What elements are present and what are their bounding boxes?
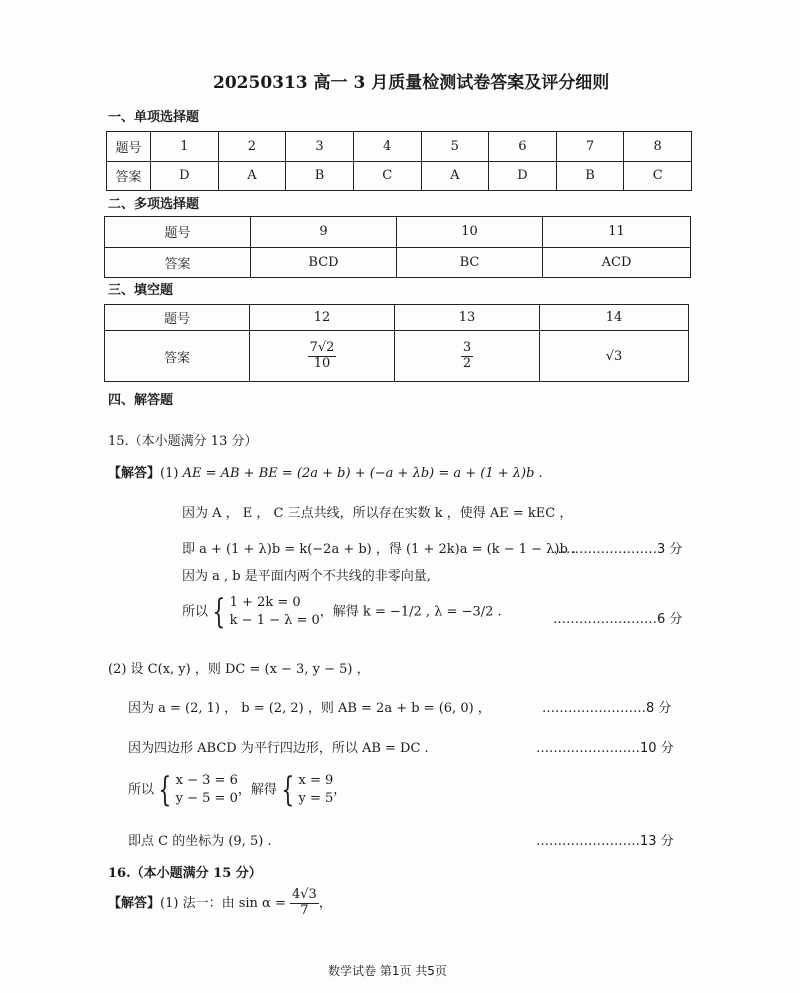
q15-equation-line: 即 a + (1 + λ)b = k(−2a + b) ，得 (1 + 2k)a = (k − 1 − λ)b . (182, 542, 577, 557)
table-row (107, 161, 692, 191)
answer-cell: ACD (543, 247, 691, 278)
answer-cell: D (151, 161, 219, 191)
score-marker: ……………………8 分 (542, 701, 672, 716)
equation-system: x = 9 y = 5 (298, 773, 334, 806)
section-heading-single-choice: 一、单项选择题 (108, 110, 200, 125)
brace-icon: { (281, 770, 295, 810)
answer-cell: B (286, 161, 354, 191)
question-number: 7 (556, 132, 624, 162)
question-16-header: 16.（本小题满分 15 分） (108, 866, 262, 881)
question-number: 13 (395, 305, 540, 331)
question-number: 3 (286, 132, 354, 162)
question-number: 10 (397, 217, 543, 248)
answer-cell: A (218, 161, 286, 191)
q15-parallelogram-line: 因为四边形 ABCD 为平行四边形，所以 AB = DC . (128, 741, 429, 756)
table-row (105, 331, 689, 382)
section-heading-fill-blank: 三、填空题 (108, 283, 174, 298)
section-heading-multi-choice: 二、多项选择题 (108, 197, 200, 212)
q15-conclusion-line: 即点 C 的坐标为 (9, 5) . (128, 834, 272, 849)
table-row (107, 132, 692, 162)
page-title: 20250313 高一 3 月质量检测试卷答案及评分细则 (213, 73, 610, 93)
row-label: 答案 (105, 247, 251, 278)
question-number: 5 (421, 132, 489, 162)
question-number: 6 (489, 132, 557, 162)
table-row (105, 305, 689, 331)
fraction: $\frac{7√2}{10}$ (309, 339, 335, 371)
q15-solve-line: 所以 { x − 3 = 6 y − 5 = 0 ，解得 { x = 9 y = 5 ， (128, 770, 347, 810)
answer-cell: C (624, 161, 692, 191)
row-label: 答案 (107, 161, 151, 191)
q15-system-line: 所以 { 1 + 2k = 0 k − 1 − λ = 0 ，解得 k = −1/2 , λ = −3/2 . (182, 592, 502, 632)
page-footer: 数学试卷 第1页 共5页 (328, 964, 447, 978)
score-marker: ……………………3 分 (553, 542, 683, 557)
table-row (105, 217, 691, 248)
answer-cell: √3 (540, 331, 689, 382)
single-choice-table (106, 131, 692, 191)
answer-tag: 【解答】 (108, 466, 161, 481)
part-label: (1) (160, 466, 179, 481)
table-row (105, 247, 691, 278)
brace-icon: { (158, 770, 172, 810)
question-number: 8 (624, 132, 692, 162)
answer-tag: 【解答】 (108, 895, 161, 911)
score-marker: ……………………6 分 (553, 612, 683, 627)
answer-cell: BC (397, 247, 543, 278)
fill-blank-table (104, 304, 689, 382)
multi-choice-table (104, 216, 691, 278)
q15-vector-line: 因为 a = (2, 1) ， b = (2, 2) ，则 AB = 2a + b = (6, 0) ， (128, 701, 491, 716)
question-number: 4 (353, 132, 421, 162)
q15-part2-line: (2) 设 C(x, y) ，则 DC = (x − 3, y − 5) ， (108, 662, 370, 677)
equation-system: 1 + 2k = 0 k − 1 − λ = 0 (229, 595, 320, 628)
row-label: 题号 (105, 217, 251, 248)
question-number: 2 (218, 132, 286, 162)
answer-cell: A (421, 161, 489, 191)
score-marker: ……………………10 分 (536, 741, 674, 756)
row-label: 题号 (107, 132, 151, 162)
row-label: 题号 (105, 305, 250, 331)
answer-cell: D (489, 161, 557, 191)
question-number: 11 (543, 217, 691, 248)
answer-cell (250, 331, 395, 382)
answer-cell: BCD (251, 247, 397, 278)
answer-cell: B (556, 161, 624, 191)
score-marker: ……………………13 分 (536, 834, 674, 849)
q15-collinear-line: 因为 A ， E ， C 三点共线，所以存在实数 k ，使得 AE = kEC ， (182, 506, 573, 521)
answer-cell (395, 331, 540, 382)
q15-noncollinear-line: 因为 a , b 是平面内两个不共线的非零向量, (182, 569, 431, 584)
question-number: 12 (250, 305, 395, 331)
equation: AE = AB + BE = (2a + b) + (−a + λb) = a + (1 + λ)b . (182, 466, 543, 481)
section-heading-solutions: 四、解答题 (108, 393, 174, 408)
equation-system: x − 3 = 6 y − 5 = 0 (175, 773, 238, 806)
answer-cell: C (353, 161, 421, 191)
q16-part1-line: 【解答】(1) 法一：由 sin α = $\frac{4√3}{7}$ ， (108, 887, 332, 918)
fraction: $\frac{4√3}{7}$ (291, 887, 317, 918)
brace-icon: { (212, 592, 226, 632)
q15-part1-line (108, 462, 543, 481)
row-label: 答案 (105, 331, 250, 382)
question-15-header: 15.（本小题满分 13 分） (108, 434, 258, 449)
question-number: 1 (151, 132, 219, 162)
question-number: 14 (540, 305, 689, 331)
question-number: 9 (251, 217, 397, 248)
fraction: $\frac{3}{2}$ (462, 339, 472, 371)
